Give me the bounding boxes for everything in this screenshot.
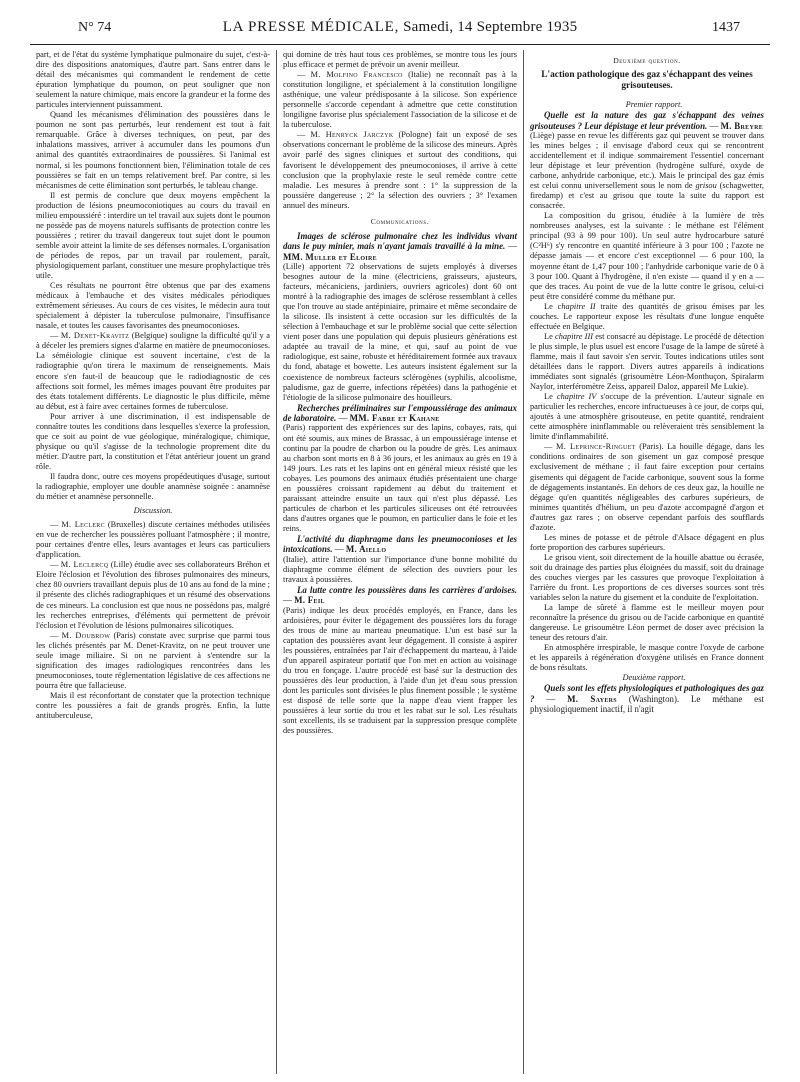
- speaker-name: M. Molfino Francesco: [310, 70, 403, 80]
- paragraph-text: s'occupe de la prévention. L'auteur signale en particulier les recherches, encore infructueuses à ce jour, de corps qui, ajoutés à une atmosphère grisouteuse, en petite quantité, rendraient cette atmosphère ininflammable ou relèveraient très sensiblement la limite d'inflammabilité.: [530, 392, 764, 442]
- paragraph-text: (Washington). Le méthane est physiologiquement inactif, il n'agit: [530, 693, 765, 715]
- paragraph-text: (Liège) passe en revue les différents gaz qui peuvent se trouver dans les mines belges ; il envisage d'abord ceux qui se rencontrent accidentellement et il indique sommairement l'essentiel concernant leur dépistage et leur prévention (hydrogène sulfuré, oxyde de carbone, anhydride carbonique, etc.). Mais le principal des gaz émis est celui connu universellement sous le nom de: [530, 130, 764, 191]
- paragraph-lead: Le: [544, 331, 553, 341]
- question-label: Deuxième question.: [613, 56, 681, 65]
- paragraph-text: (Paris). La houille dégage, dans les conditions ordinaires de son gisement un gaz composé presque exclusivement de méthane ; il faut faire exception pour certains gisements qui dégagent de l'acide carbonique, souvent sous la forme de dégagements instantanés. En dehors de ces deux gaz, la houille ne dégage qu'en quantités négligeables des carbures supérieurs, de minimes quantités d'hélium, un peu d'azote accompagné d'argon et d'autres gaz rares ; on observe cependant parfois des soufflards d'azote.: [530, 442, 764, 532]
- paragraph: (Italie), attire l'attention sur l'importance d'une bonne mobilité du diaphragme comme élément de sélection des ouvriers pour les travaux à poussières.: [283, 554, 517, 584]
- paragraph: Il est permis de conclure que deux moyens empêchent la production de lésions pneumoconiotiques au cours du travail en milieu empoussiéré : interdire un tel travail aux sujets dont le poumon ne possède pas de moyens naturels suffisants de protection contre les poussières ; retirer du travail dangereux tout sujet dont le poumon semble avoir atteint la limite de ses défenses normales. L'organisation de périodes de repos, par un travail par roulement, paraît, physiologiquement parlant, constituer une mesure prophylactique très utile.: [36, 190, 270, 281]
- communication-title: Images de sclérose pulmonaire chez les individus vivant dans le puy minier, mais n'ayant jamais travaillé à la mine. — MM. Muller et Eloire: [283, 230, 518, 262]
- paragraph: Mais il est réconfortant de constater que la protection technique contre les poussières a fait de grands progrès. Enfin, la lutte antituberculeuse,: [36, 690, 270, 721]
- paragraph: Les mines de potasse et de pétrole d'Alsace dégagent en plus forte proportion des carbures supérieurs.: [530, 532, 764, 552]
- report-label: Premier rapport.: [625, 100, 683, 110]
- paragraph: Il faudra donc, outre ces moyens propédeutiques d'usage, surtout la radiographie, employer une double anamnèse soignée : anamnèse du métier et anamnèse personnelle.: [36, 471, 270, 502]
- page-header: [30, 18, 770, 45]
- paragraph: [530, 392, 764, 442]
- paper-name: LA PRESSE MÉDICALE,: [222, 19, 400, 35]
- paragraph: qui domine de très haut tous ces problèmes, se montre tous les jours plus efficace et permet de prévoir un avenir meilleur.: [283, 50, 517, 70]
- title-text: Quels sont les effets physiologiques et pathologiques des gaz ?: [530, 683, 764, 704]
- speaker-name: M. Breyre: [720, 120, 764, 131]
- speaker-name: M. Henryck Jarczyk: [310, 130, 394, 140]
- paragraph: part, et de l'état du système lymphatique pulmonaire du sujet, c'est-à-dire des dispositions anatomiques, d'autre part. Sans entrer dans le détail des mécanismes qui commandent le rendement de cette épuration lymphatique du poumon, on peut souligner que non seulement la nature chimique, mais encore la grandeur et la forme des particules interviennent puissamment.: [36, 50, 270, 110]
- report-title: Quels sont les effets physiologiques et pathologiques des gaz ? — M. Sayers (Washington). Le méthane est physiologiquement inactif, il n'agit: [530, 683, 765, 715]
- paragraph-lead: Le: [544, 392, 553, 402]
- title-text: Images de sclérose pulmonaire chez les individus vivant dans le puy minier, mais n'ayant jamais travaillé à la mine.: [283, 230, 517, 252]
- article-columns: [30, 50, 770, 1074]
- report-title: Quelle est la nature des gaz s'échappant des veines grisouteuses ? Leur dépistage et leur prévention. — M. Breyre: [530, 110, 764, 131]
- speaker-name: M. Aiello: [345, 544, 387, 555]
- paragraph: Pour arriver à une discrimination, il est indispensable de connaître toutes les conditions dans lesquelles s'exerce la profession, que ce soit au point de vue géologique, minéralogique, chimique, physique ou qu'il s'agisse de la technologie proprement dite du métier. D'autre part, la constitution et l'état antérieur jouent un grand rôle.: [36, 411, 270, 471]
- speaker-name: MM. Fabre et Kahane: [349, 413, 440, 424]
- paragraph: — M. Leclercq (Lille) étudie avec ses collaborateurs Bréhon et Eloire l'éclosion et l'évolution des fibroses pulmonaires des mineurs, chez 80 ouvriers travaillant depuis plus de 10 ans au fond de la mine ; il présente des clichés radiographiques et un résumé des observations de ces mineurs. La conclusion est que nous ne possédons pas, malgré les recherches entreprises, d'éléments qui permettent de prévoir l'éclosion et l'évolution de lésions pulmonaires silicotiques.: [36, 560, 270, 630]
- paragraph-text: est consacré au dépistage. Le procédé de détection le plus simple, le plus usuel est encore l'usage de la lampe de sûreté à flamme, mais il faut savoir s'en servir. Toutes indications utiles sont détaillées dans le rapport. Divers autres appareils à indications immédiates sont signalés (grisoumètre Léon-Monthuçon, Spiralarm Naylor, interféromètre Zeiss, appareil Daloz, appareil Me Lukie).: [530, 331, 765, 392]
- title-text: La lutte contre les poussières dans les carrières d'ardoises.: [297, 584, 517, 595]
- paragraph: La composition du grisou, étudiée à la lumière de très nombreuses analyses, est la suivante : le méthane est l'élément principal (93 à 99 pour 100). Un seul autre hydrocarbure saturé (C²H⁶) s'y rencontre en quantité inférieure à 3 pour 100 ; l'azote ne dépasse jamais — et encore c'est exceptionnel — 6 pour 100, la moyenne étant de 1,47 pour 100 ; l'anhydride carbonique varie de 0 à 3 pour 100. Quant à l'hydrogène, il n'en existe — quand il y en a — que des traces. Au point de vue de la lutte contre le grisou, celui-ci peut être considéré comme du méthane pur.: [530, 211, 764, 301]
- paragraph: (Paris) indique les deux procédés employés, en France, dans les ardoisières, pour éviter le dégagement des poussières lors du forage des trous de mine au marteau pneumatique. L'un est basé sur la captation des poussières avant leur dégagement. Il consiste à aspirer les poussières, entraînées par l'air d'échappement du marteau, à l'aide d'un appareil aspirateur portatif que l'on met en action au voisinage du trou en fonçage. L'autre procédé est basé sur la destruction des poussières dès leur production, à l'aide d'un jet d'eau sous pression dont les particules sont divisées le plus finement possible ; le système est disposé de telle sorte que la nappe d'eau vient frapper les poussières à leur sortie du trou et les rabat sur le sol. Les résultats sont excellents, ils se traduisent par la suppression presque complète des poussières.: [283, 605, 517, 736]
- paragraph: — M. Henryck Jarczyk (Pologne) fait un exposé de ses observations concernant le problème de la silicose des mineurs. Après avoir parlé des signes cliniques et surtout des conditions, qui favorisent le développement des pneumoconioses, il arrive à cette conclusion que la prophylaxie reste le seul remède contre cette maladie. Les mesures à prendre sont : 1° la suppression de la poussière dangereuse ; 2° la sélection des ouvriers ; 3° l'examen annuel des mineurs.: [283, 130, 517, 210]
- paragraph: [530, 131, 764, 211]
- chapter-ref: chapitre II: [557, 301, 596, 311]
- speaker-name: M. Leclerc: [61, 520, 105, 530]
- paragraph: — M. Molfino Francesco (Italie) ne reconnaît pas à la constitution longiligne, et spécialement à la constitution longiligne asthénique, une valeur prédisposante à la silicose. Son expérience personnelle s'accorde cependant à admettre que cette constitution longiligne favorise plus spécialement l'association de la silicose et de la tuberculose.: [283, 70, 517, 130]
- page-number: 1437: [712, 20, 740, 35]
- paragraph-text: (schagwetter, firedamp) et c'est au grisou que toute la suite du rapport est consacrée.: [530, 181, 764, 211]
- paragraph-text: (Belgique) souligne la difficulté qu'il y a à déceler les premiers signes d'alarme en matière de pneumoconioses. La séméiologie clinique est souvent incertaine, c'est de la radiographie qu'on tirera le maximum de renseignements. Mais encore s'en faut-il de beaucoup que le radiodiagnostic de ces affections soit formel, les mêmes images pouvant être produites par des états totalement différents. Le diagnostic le plus difficile, même au début, est à faire avec certaines formes de tuberculose.: [36, 331, 270, 411]
- title-text: Recherches préliminaires sur l'empoussiérage des animaux de laboratoire.: [283, 402, 517, 424]
- paragraph-text: (Bruxelles) discute certaines méthodes utilisées en vue de rechercher les poussières polluant l'atmosphère ; il montre, pour certaines d'entre elles, leurs avantages et leurs cas particuliers d'application.: [36, 520, 270, 560]
- paragraph: En atmosphère irrespirable, le masque contre l'oxyde de carbone et les appareils à régénération d'oxygène utilisés en France donnent de bons résultats.: [530, 643, 764, 673]
- report-label: Deuxième rapport.: [622, 673, 686, 683]
- paragraph: — M. Leclerc (Bruxelles) discute certaines méthodes utilisées en vue de rechercher les poussières polluant l'atmosphère ; il montre, pour certaines d'entre elles, leurs avantages et leurs cas particuliers d'application.: [36, 520, 270, 560]
- speaker-name: M. Leclercq: [60, 560, 109, 570]
- title-text: L'activité du diaphragme dans les pneumoconioses et les intoxications.: [283, 534, 517, 555]
- paragraph: Ces résultats ne pourront être obtenus que par des examens médicaux à l'embauche et des visites médicales périodiques extrêmement sérieuses. Au cours de ces visites, le médecin aura tout spécialement à dépister la tuberculose pulmonaire, l'insuffisance nasale, et toutes les causes favorisantes des pneumoconioses.: [36, 281, 270, 331]
- paragraph: Le grisou vient, soit directement de la houille abattue ou écrasée, soit du drainage des parties plus éloignées du massif, soit du drainage des couches vierges par les cassures que provoque l'exploitation à l'arrière du front. Les proportions de ces diverses sources sont très variables selon la nature du gisement et la conduite de l'exploitation.: [530, 552, 764, 603]
- paragraph-text: (Lille) étudie avec ses collaborateurs Bréhon et Eloire l'éclosion et l'évolution des fibroses pulmonaires des mineurs, chez 80 ouvriers travaillant depuis plus de 10 ans au fond de la mine ; il présente des clichés radiographiques et un résumé des observations de ces mineurs. La conclusion est que nous ne possédons pas, malgré les recherches entreprises, d'éléments qui permettent de prévoir l'éclosion et l'évolution de lésions pulmonaires silicotiques.: [36, 560, 270, 630]
- speaker-name: MM. Muller et Eloire: [283, 251, 377, 262]
- title-text: Quelle est la nature des gaz s'échappant des veines grisouteuses ? Leur dépistage et leur prévention.: [530, 110, 764, 131]
- communication-title: Recherches préliminaires sur l'empoussiérage des animaux de laboratoire. — MM. Fabre et Kahane: [283, 402, 517, 424]
- speaker-name: M. Leprince-Ringuet: [555, 442, 636, 452]
- paragraph-text: (Italie) ne reconnaît pas à la constitution longiligne, et spécialement à la constitution longiligne asthénique, une valeur prédisposante à la silicose. Son expérience personnelle s'accorde cependant à admettre que cette constitution longiligne favorise plus spécialement l'association de la silicose et de la tuberculose.: [283, 70, 517, 130]
- paragraph: — M. Denet-Kravitz (Belgique) souligne la difficulté qu'il y a à déceler les premiers signes d'alarme en matière de pneumoconioses. La séméiologie clinique est souvent incertaine, c'est de la radiographie qu'on tirera le maximum de renseignements. Mais encore s'en faut-il de beaucoup que le radiodiagnostic de ces affections soit formel, les mêmes images pouvant être produites par des états totalement différents. Le diagnostic le plus difficile, même au début, est à faire avec certaines formes de tuberculose.: [36, 331, 270, 411]
- paragraph: La lampe de sûreté à flamme est le meilleur moyen pour reconnaître la présence du grisou ou de l'acide carbonique en quantité dangereuse. Le grisoumètre Léon permet de doser avec précision la teneur des retours d'air.: [530, 603, 764, 643]
- communication-title: La lutte contre les poussières dans les carrières d'ardoises. — M. Feil: [283, 584, 517, 606]
- chapter-ref: chapitre III: [555, 331, 594, 341]
- communication-title: L'activité du diaphragme dans les pneumoconioses et les intoxications. — M. Aiello: [283, 534, 517, 555]
- paragraph: [530, 332, 764, 392]
- term: grisou: [695, 181, 717, 191]
- paragraph: Quand les mécanismes d'élimination des poussières dans le poumon ne sont pas perturbés, leur rendement est tout à fait remarquable. Grâce à diverses techniques, on peut, par des inhalations massives, arriver à accumuler dans les poumons d'un animal des quantités extraordinaires de poussières. Si l'animal est normal, si les poumons fonctionnent bien, l'élimination totale de ces poussières se fait en un temps relativement bref. Par contre, si les mécanismes de cette élimination sont perturbés, le tableau change.: [36, 110, 270, 190]
- column-2: [276, 50, 523, 1074]
- section-heading: Communications.: [370, 216, 430, 226]
- running-title: [30, 19, 770, 36]
- paragraph: — M. Doubrow (Paris) constate avec surprise que parmi tous les clichés présentés par M. Denet-Kravitz, on ne peut trouver une seule image miliaire. Si on ne parvient à s'entendre sur la signification des images radiologiques rencontrées dans les pneumoconioses, toute réglementation législative de ces affections ne pourra être que fallacieuse.: [36, 630, 270, 690]
- speaker-name: M. Feil: [294, 595, 325, 606]
- paragraph-text: (Paris) constate avec surprise que parmi tous les clichés présentés par M. Denet-Kravitz, on ne peut trouver une seule image miliaire. Si on ne parvient à s'entendre sur la signification des images radiologiques rencontrées dans les pneumoconioses, toute réglementation législative de ces affections ne pourra être que fallacieuse.: [36, 630, 270, 690]
- column-3: [523, 50, 770, 1074]
- section-heading: Discussion.: [133, 506, 173, 516]
- column-1: [30, 50, 276, 1074]
- paragraph: [530, 302, 764, 332]
- issue-date: Samedi, 14 Septembre 1935: [403, 19, 578, 35]
- issue-number: N° 74: [78, 20, 112, 35]
- paragraph-lead: Le: [544, 301, 553, 311]
- speaker-name: M. Sayers: [567, 693, 617, 704]
- paragraph: (Paris) rapportent des expériences sur des lapins, cobayes, rats, qui ont été soumis, aux mines de Brassac, à un empoussiérage intense et continu par la poudre de charbon ou la poudre de grès. Les animaux au charbon sont morts en 8 à 36 jours, et les animaux au grès en 19 à 149 jours. Les rats et les lapins ont en général mieux résisté que les cobayes. Les poumons des animaux étudiés présentaient une charge en poussières croissant rapidement au début du traitement et paraissant atteindre ensuite un taux qui n'est plus dépassé. Les particules de charbon et les particules siliceuses ont été retrouvées dans d'autres organes que le poumon, en particulier dans le foie et les reins.: [283, 423, 517, 533]
- speaker-name: M. Denet-Kravitz: [60, 331, 130, 341]
- paragraph: — M. Leprince-Ringuet (Paris). La houille dégage, dans les conditions ordinaires de son gisement un gaz composé presque exclusivement de méthane ; il faut faire exception pour certains gisements qui dégagent de l'acide carbonique, souvent sous la forme de dégagements instantanés. En dehors de ces deux gaz, la houille ne dégage qu'en quantités négligeables des carbures supérieurs, de minimes quantités d'hélium, un peu d'azote accompagné d'argon et d'autres gaz rares ; on observe cependant parfois des soufflards d'azote.: [530, 442, 764, 532]
- paragraph-text: traite des quantités de grisou émises par les couches. Le rapporteur expose les résultats d'une longue enquête effectuée en Belgique.: [530, 301, 764, 331]
- section-title: L'action pathologique des gaz s'échappant des veines grisouteuses.: [541, 70, 753, 92]
- paragraph-text: (Pologne) fait un exposé de ses observations concernant le problème de la silicose des mineurs. Après avoir parlé des signes cliniques et surtout des conditions, qui favorisent le développement des pneumoconioses, il arrive à cette conclusion que la prophylaxie reste le seul remède contre cette maladie. Les mesures à prendre sont : 1° la suppression de la poussière dangereuse ; 2° la sélection des ouvriers ; 3° l'examen annuel des mineurs.: [283, 130, 517, 210]
- paragraph: (Lille) apportent 72 observations de sujets employés à diverses besognes autour de la mine (électriciens, graisseurs, ajusteurs, facteurs, mécaniciens, jardiniers, ouvriers agricoles) dont 60 ont montré à la radiographie des images de sclérose ressemblant à celles que l'on trouve au stade antépiniaire, primaire et même secondaire de la silicose. Ils insistent à cette occasion sur les difficultés de la sélection à l'embauchage et sur le problème social que cette sélection vient poser dans une population qui depuis plusieurs générations est adaptée au travail de la mine, et qui, sauf au point de vue radiologique, est saine, robuste et héréditairement formée aux travaux du fond, abatage et bowette. Les auteurs insistent également sur la coexistence de nombreux facteurs sclérogènes (syphilis, alcoolisme, paludisme, gaz de guerre, infections répétées) dans la pathogénie et l'étiologie de la silicose pulmonaire des houilleurs.: [283, 262, 517, 402]
- speaker-name: M. Doubrow: [61, 630, 111, 640]
- chapter-ref: chapitre IV: [556, 392, 597, 402]
